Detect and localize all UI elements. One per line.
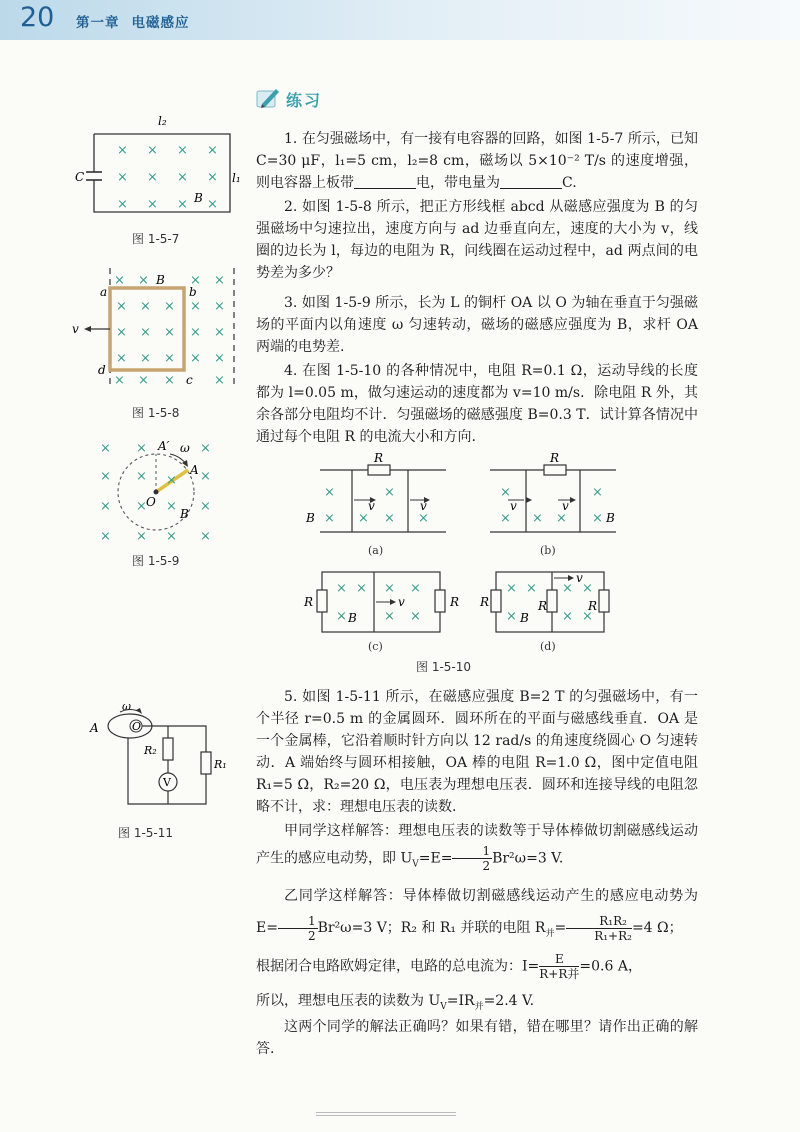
label-v-b2: v — [562, 499, 569, 513]
label-A: A — [90, 721, 99, 735]
figure-1-5-8 — [72, 262, 252, 390]
corner-d: d — [98, 363, 106, 377]
svg-text:×: × — [592, 511, 603, 526]
answer-blank-1[interactable] — [354, 174, 416, 189]
svg-text:×: × — [500, 511, 511, 526]
label-omega: ω — [180, 441, 190, 455]
svg-text:×: × — [177, 170, 188, 185]
svg-text:×: × — [556, 511, 567, 526]
svg-text:×: × — [164, 373, 175, 388]
svg-text:×: × — [214, 373, 225, 388]
label-R1: R₁ — [214, 758, 227, 771]
svg-text:×: × — [562, 609, 573, 624]
chapter-label — [76, 11, 202, 31]
svg-text:×: × — [140, 351, 151, 366]
label-v-a: v — [368, 499, 375, 513]
chapter-number: 第一章 — [76, 15, 120, 31]
svg-text:×: × — [190, 299, 201, 314]
svg-text:×: × — [336, 581, 347, 596]
svg-text:×: × — [358, 511, 369, 526]
svg-text:×: × — [138, 273, 149, 288]
sublabel-c: (c) — [368, 640, 383, 653]
svg-text:×: × — [582, 581, 593, 596]
caption-1-5-10: 图 1-5-10 — [416, 660, 472, 674]
final-question: 这两个同学的解法正确吗？如果有错，错在哪里？请作出正确的解答. — [256, 1019, 698, 1057]
svg-text:×: × — [200, 469, 211, 484]
svg-text:×: × — [582, 609, 593, 624]
svg-text:×: × — [418, 511, 429, 526]
label-O: O — [146, 495, 156, 509]
fraction-current: E R+R并 — [539, 952, 580, 981]
svg-text:×: × — [117, 170, 128, 185]
svg-text:×: × — [100, 469, 111, 484]
label-O: O — [132, 720, 142, 733]
svg-text:×: × — [324, 511, 335, 526]
corner-c: c — [186, 373, 193, 387]
svg-text:×: × — [164, 351, 175, 366]
svg-text:×: × — [500, 485, 511, 500]
label-c: C — [75, 170, 85, 184]
subfigure-a — [320, 465, 446, 532]
caption-1-5-8: 图 1-5-8 — [132, 406, 180, 420]
label-R-d3: R — [588, 599, 598, 613]
pencil-icon — [256, 86, 282, 110]
svg-text:×: × — [214, 273, 225, 288]
svg-text:×: × — [100, 441, 111, 456]
svg-text:×: × — [207, 170, 218, 185]
label-l1: l₁ — [232, 171, 241, 185]
label-R-c2: R — [450, 595, 460, 609]
label-B-b: B — [606, 511, 615, 525]
svg-text:×: × — [136, 469, 147, 484]
page-number: 20 — [20, 2, 55, 33]
sublabel-d: (d) — [540, 640, 556, 653]
svg-text:×: × — [410, 609, 421, 624]
subfigure-b — [490, 465, 616, 532]
question-5: 5. 如图 1-5-11 所示，在磁感应强度 B=2 T 的匀强磁场中，有一个半径 r=0.5 m 的金属圆环．圆环所在的平面与磁感线垂直．OA 是一个金属棒，它沿着顺时针方向以 12 rad/s 的角速度绕圆心 O 匀速转动．A 端始终与圆环相接触，OA 棒的电阻 R=1.0 Ω，图中定值电阻 R₁=5 Ω，R₂=20 Ω，电压表为理想电压表．圆环和连接导线的电阻忽略不计，求：理想电压表的读数. — [256, 689, 698, 815]
svg-text:×: × — [166, 473, 177, 488]
solution-yi-line3: 所以，理想电压表的读数为 $U_V=IR_并=2.4$ V. — [256, 993, 535, 1012]
label-v-d: v — [576, 571, 583, 585]
svg-text:×: × — [200, 529, 211, 544]
label-V: V — [163, 776, 171, 789]
sublabel-a: (a) — [368, 544, 384, 557]
label-v-a2: v — [420, 499, 427, 513]
svg-text:×: × — [532, 511, 543, 526]
svg-text:×: × — [136, 529, 147, 544]
fraction-parallel: $\frac{\text{R₁R₂}}{\text{R₁+R₂}}$ — [566, 914, 632, 943]
svg-text:×: × — [100, 499, 111, 514]
subfigure-c — [317, 572, 445, 632]
caption-1-5-11: 图 1-5-11 — [118, 826, 174, 840]
svg-text:×: × — [207, 143, 218, 158]
question-4: 4. 在图 1-5-10 的各种情况中，电阻 R=0.1 Ω，运动导线的长度都为 l=0.05 m，做匀速运动的速度都为 v=10 m/s．除电阻 R 外，其余各部分电阻均不计．匀强磁场的磁感强度 B=0.3 T．试计算各情况中通过每个电阻 R 的电流大小和方向. — [256, 363, 698, 445]
svg-text:×: × — [136, 441, 147, 456]
svg-text:×: × — [562, 581, 573, 596]
svg-text:×: × — [177, 197, 188, 212]
label-B: B — [156, 273, 165, 287]
svg-text:×: × — [214, 299, 225, 314]
svg-text:×: × — [117, 197, 128, 212]
sublabel-b: (b) — [540, 544, 556, 557]
figure-1-5-10 — [300, 450, 640, 676]
solution-yi: 乙同学这样解答：导体棒做切割磁感线运动产生的感应电动势为 E= $\frac{1}{2}$ Br²ω=3 V；R₂ 和 R₁ 并联的电阻 $R_并=$ $\frac{\text{R₁R₂}}{\text{R₁+R₂}}$ =4 Ω； — [256, 888, 698, 943]
svg-text:×: × — [506, 581, 517, 596]
svg-text:×: × — [164, 299, 175, 314]
svg-text:×: × — [147, 170, 158, 185]
label-R-a: R — [374, 451, 384, 465]
svg-text:×: × — [190, 351, 201, 366]
figure-1-5-7 — [72, 112, 252, 222]
svg-text:×: × — [116, 351, 127, 366]
label-R-c1: R — [304, 595, 314, 609]
question-1: 1. 在匀强磁场中，有一接有电容器的回路，如图 1-5-7 所示，已知 C=30 μF，l₁=5 cm，l₂=8 cm，磁场以 5×10⁻² T/s 的速度增强，则电容器上板带 电，带电量为 C. — [256, 131, 698, 191]
arrow-left-icon — [84, 326, 91, 332]
svg-text:×: × — [214, 351, 225, 366]
svg-text:×: × — [207, 197, 218, 212]
label-v: v — [72, 322, 79, 336]
svg-text:×: × — [384, 581, 395, 596]
footer-divider — [316, 1112, 456, 1116]
svg-text:×: × — [384, 609, 395, 624]
svg-text:×: × — [138, 373, 149, 388]
label-A-prime: A′ — [158, 439, 170, 453]
svg-text:×: × — [136, 499, 147, 514]
corner-b: b — [189, 285, 197, 299]
svg-text:×: × — [177, 143, 188, 158]
svg-text:×: × — [114, 373, 125, 388]
svg-text:×: × — [506, 609, 517, 624]
svg-text:×: × — [356, 581, 367, 596]
caption-1-5-9: 图 1-5-9 — [132, 554, 180, 568]
solution-yi-line2: 根据闭合电路欧姆定律，电路的总电流为：I= E R+R并 =0.6 A， — [256, 952, 642, 981]
svg-text:×: × — [190, 325, 201, 340]
label-B-a: B — [306, 511, 315, 525]
svg-text:×: × — [166, 529, 177, 544]
solution-jia: 甲同学这样解答：理想电压表的读数等于导体棒做切割磁感线运动产生的感应电动势，即 $U_V=E=$ $\frac{1}{2}$ Br²ω=3 V. — [256, 823, 698, 873]
fraction-half: $\frac{1}{2}$ — [452, 844, 492, 873]
svg-text:×: × — [190, 273, 201, 288]
fraction-half-2: $\frac{1}{2}$ — [278, 914, 318, 943]
label-v-c: v — [398, 595, 405, 609]
corner-a: a — [100, 285, 108, 299]
svg-text:×: × — [116, 325, 127, 340]
svg-text:×: × — [384, 511, 395, 526]
svg-text:×: × — [147, 143, 158, 158]
chapter-title: 电磁感应 — [131, 15, 190, 31]
label-omega: ω — [122, 704, 131, 713]
section-title: 练习 — [286, 91, 323, 110]
answer-blank-2[interactable] — [500, 174, 562, 189]
svg-text:×: × — [336, 609, 347, 624]
svg-text:×: × — [140, 299, 151, 314]
label-B: B — [180, 507, 189, 521]
question-3: 3. 如图 1-5-9 所示，长为 L 的铜杆 OA 以 O 为轴在垂直于匀强磁场的平面内以角速度 ω 匀速转动，磁场的磁感应强度为 B，求杆 OA 两端的电势差. — [256, 295, 698, 355]
svg-text:×: × — [164, 325, 175, 340]
svg-text:×: × — [117, 143, 128, 158]
label-v-b: v — [510, 499, 517, 513]
svg-text:×: × — [200, 499, 211, 514]
svg-text:×: × — [100, 529, 111, 544]
page-header — [0, 0, 800, 40]
svg-text:×: × — [114, 273, 125, 288]
svg-text:×: × — [324, 485, 335, 500]
figure-1-5-11 — [84, 704, 234, 816]
svg-text:×: × — [116, 299, 127, 314]
svg-text:×: × — [526, 581, 537, 596]
caption-1-5-7: 图 1-5-7 — [132, 232, 180, 246]
label-R2: R₂ — [144, 744, 157, 757]
label-R-b: R — [550, 451, 560, 465]
label-l2: l₂ — [158, 114, 167, 128]
label-b: B — [194, 191, 203, 205]
question-2: 2. 如图 1-5-8 所示，把正方形线框 abcd 从磁感应强度为 B 的匀强磁场中匀速拉出，速度方向与 ad 边垂直向左，速度的大小为 v，线圈的边长为 l，每边的电阻为 R，问线圈在运动过程中，ad 两点间的电势差为多少？ — [256, 199, 698, 281]
label-A: A — [190, 463, 199, 477]
label-R-d1: R — [480, 595, 490, 609]
label-B-d: B — [520, 611, 529, 625]
svg-text:×: × — [214, 325, 225, 340]
svg-text:×: × — [384, 485, 395, 500]
label-B-c: B — [348, 611, 357, 625]
label-R-d2: R — [538, 599, 548, 613]
svg-text:×: × — [166, 499, 177, 514]
figure-1-5-9 — [100, 436, 230, 548]
svg-text:×: × — [147, 197, 158, 212]
svg-text:×: × — [200, 441, 211, 456]
svg-text:×: × — [410, 581, 421, 596]
svg-text:×: × — [140, 325, 151, 340]
svg-text:×: × — [592, 485, 603, 500]
